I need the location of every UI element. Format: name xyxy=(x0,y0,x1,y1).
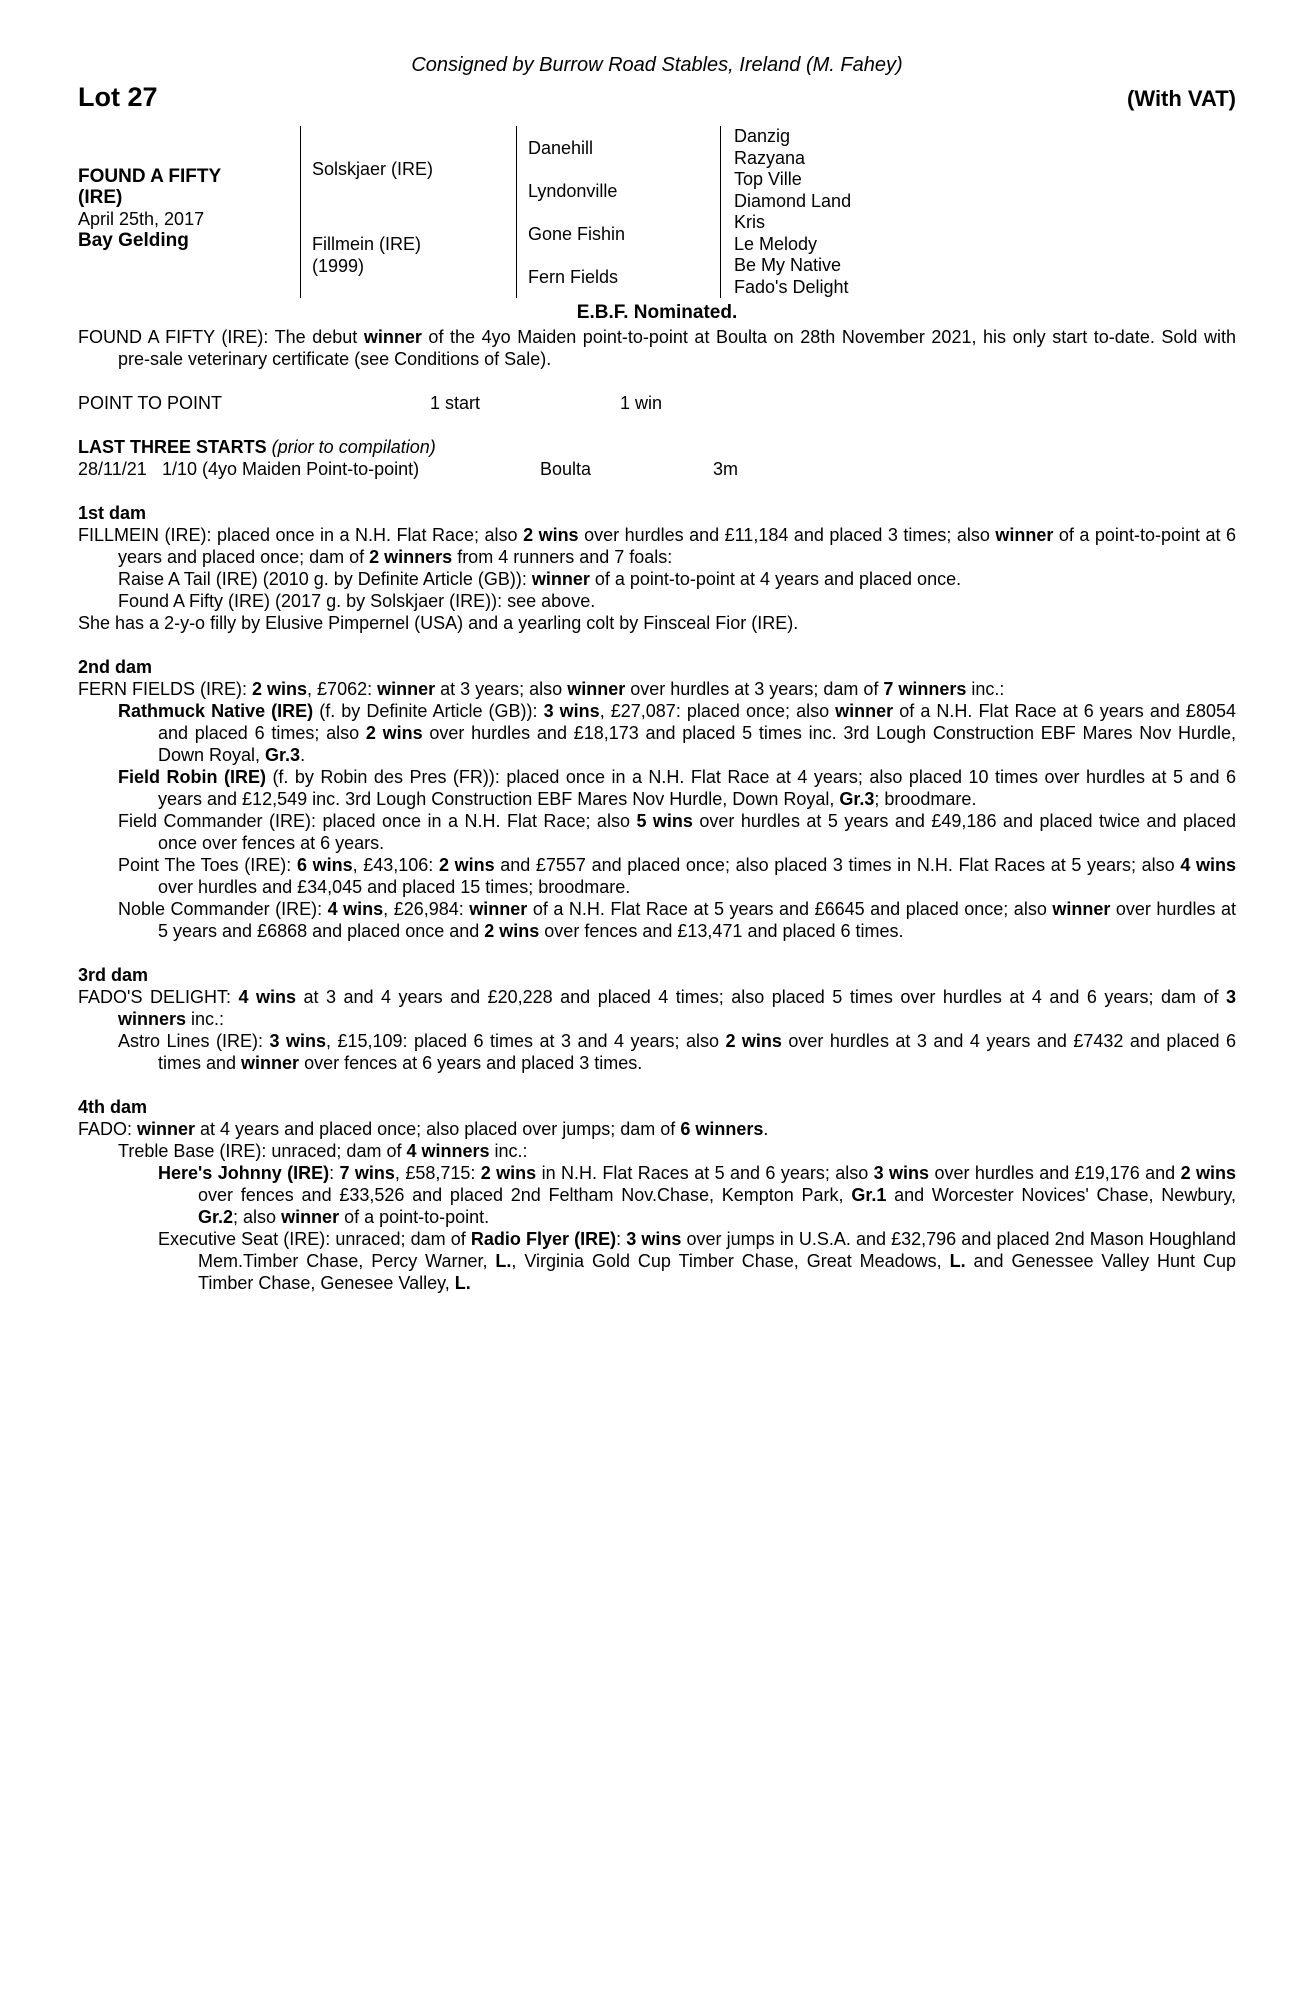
great-grandparent-name: Top Ville xyxy=(734,169,802,189)
plain-text: in N.H. Flat Races at 5 and 6 years; also xyxy=(536,1163,874,1183)
lot-header xyxy=(78,82,1236,112)
plain-text: Noble Commander (IRE): xyxy=(118,899,328,919)
emphasised-text: 2 wins xyxy=(438,855,495,875)
plain-text: (f. by Definite Article (GB)): xyxy=(313,701,544,721)
emphasised-text: 3 winners xyxy=(118,987,1236,1029)
plain-text: , £7062: xyxy=(307,679,378,699)
sex-colour: Bay Gelding xyxy=(78,230,189,251)
emphasised-text: 2 wins xyxy=(365,723,423,743)
plain-text: over hurdles and £18,173 and placed 5 times inc. 3rd Lough Construction EBF Mares Nov Hurdle, Down Royal, xyxy=(158,723,1236,765)
plain-text: , Virginia Gold Cup Timber Chase, Great Meadows, xyxy=(511,1251,950,1271)
dam-name xyxy=(301,212,516,298)
grandparents-column xyxy=(516,126,720,298)
emphasised-text: Field Robin (IRE) xyxy=(118,767,266,787)
horse-name-line1: FOUND A FIFTY xyxy=(78,166,222,187)
grandparent-name: Gone Fishin xyxy=(528,223,626,244)
emphasised-text: winner xyxy=(995,525,1054,545)
emphasised-text: 2 wins xyxy=(725,1031,782,1051)
intro-paragraph xyxy=(78,326,1236,370)
plain-text: over hurdles at 3 years; dam of xyxy=(625,679,884,699)
emphasised-text: 2 wins xyxy=(252,679,308,699)
lts-title-text: LAST THREE STARTS xyxy=(78,437,267,457)
emphasised-text: 4 wins xyxy=(1180,855,1236,875)
plain-text: over hurdles at 5 years and £49,186 and placed twice and placed once over fences at 6 years. xyxy=(158,811,1236,853)
horse-details-column xyxy=(78,126,300,298)
plain-text: Executive Seat (IRE): unraced; dam of xyxy=(158,1229,471,1249)
horse-name-line2: (IRE) xyxy=(78,187,123,208)
grandparent-name: Fern Fields xyxy=(528,266,619,287)
great-grandparents-column xyxy=(720,126,1236,298)
emphasised-text: Gr.1 xyxy=(851,1185,887,1205)
plain-text: of a point-to-point at 4 years and placed once. xyxy=(589,569,962,589)
plain-text: . xyxy=(763,1119,769,1139)
emphasised-text: 4 wins xyxy=(238,987,296,1007)
last-three-starts-title xyxy=(78,436,1236,458)
emphasised-text: L. xyxy=(949,1251,966,1271)
pedigree-paragraph xyxy=(118,898,1236,942)
plain-text: and £7557 and placed once; also placed 3 times in N.H. Flat Races at 5 years; also xyxy=(494,855,1181,875)
start-description: 1/10 (4yo Maiden Point-to-point) xyxy=(162,459,420,479)
grandparent-name: Lyndonville xyxy=(528,180,618,201)
plain-text: at 4 years and placed once; also placed over jumps; dam of xyxy=(195,1119,681,1139)
emphasised-text: winner xyxy=(363,327,422,347)
pedigree-paragraph xyxy=(118,1140,1236,1162)
emphasised-text: 2 wins xyxy=(523,525,579,545)
plain-text: over fences and £33,526 and placed 2nd Feltham Nov.Chase, Kempton Park, xyxy=(198,1185,852,1205)
plain-text: of a N.H. Flat Race at 5 years and £6645 and placed once; also xyxy=(527,899,1053,919)
emphasised-text: winner xyxy=(1052,899,1111,919)
sire-name-text: Solskjaer (IRE) xyxy=(312,159,434,179)
pedigree-paragraph xyxy=(158,1162,1236,1228)
plain-text: over hurdles at 5 years and £6868 and placed once and xyxy=(158,899,1236,941)
emphasised-text: 4 wins xyxy=(327,899,384,919)
emphasised-text: 3 wins xyxy=(543,701,600,721)
plain-text: FILLMEIN (IRE): placed once in a N.H. Flat Race; also xyxy=(78,525,524,545)
dam-sections xyxy=(78,502,1236,1294)
great-grandparent-name: Danzig xyxy=(734,126,791,146)
pedigree-paragraph xyxy=(78,678,1236,700)
plain-text: inc.: xyxy=(489,1141,528,1161)
start-distance: 3m xyxy=(713,459,739,479)
lts-title-note: (prior to compilation) xyxy=(266,437,436,457)
dam-heading: 4th dam xyxy=(78,1097,148,1117)
emphasised-text: 2 wins xyxy=(480,1163,537,1183)
plain-text: of a N.H. Flat Race at 6 years and £8054 and placed 6 times; also xyxy=(158,701,1236,743)
pedigree-paragraph xyxy=(78,612,1236,634)
plain-text: FOUND A FIFTY (IRE): The debut xyxy=(78,327,364,347)
emphasised-text: 3 wins xyxy=(873,1163,930,1183)
emphasised-text: 6 wins xyxy=(296,855,353,875)
plain-text: over jumps in U.S.A. and £32,796 and placed 2nd Mason Houghland Mem.Timber Chase, Percy Warner, xyxy=(198,1229,1236,1271)
vat-note: (With VAT) xyxy=(1127,86,1236,111)
emphasised-text: L. xyxy=(495,1251,512,1271)
point-to-point-record xyxy=(78,392,1236,414)
pedigree-table xyxy=(78,126,1236,298)
pedigree-paragraph xyxy=(158,1228,1236,1294)
emphasised-text: 7 wins xyxy=(339,1163,395,1183)
emphasised-text: winner xyxy=(567,679,626,699)
great-grandparent-name: Le Melody xyxy=(734,233,818,254)
ptp-starts: 1 start xyxy=(430,393,481,413)
emphasised-text: Radio Flyer (IRE) xyxy=(470,1229,617,1249)
plain-text: , £43,106: xyxy=(352,855,439,875)
plain-text: inc.: xyxy=(966,679,1005,699)
emphasised-text: Rathmuck Native (IRE) xyxy=(118,701,314,721)
plain-text: Treble Base (IRE): unraced; dam of xyxy=(118,1141,407,1161)
emphasised-text: 2 winners xyxy=(369,547,453,567)
pedigree-paragraph xyxy=(118,700,1236,766)
pedigree-paragraph xyxy=(78,1118,1236,1140)
emphasised-text: 6 winners xyxy=(680,1119,764,1139)
plain-text: , £27,087: placed once; also xyxy=(599,701,836,721)
plain-text: Point The Toes (IRE): xyxy=(118,855,297,875)
plain-text: from 4 runners and 7 foals: xyxy=(452,547,673,567)
plain-text: of a point-to-point. xyxy=(339,1207,490,1227)
emphasised-text: Gr.3 xyxy=(265,745,301,765)
ptp-label: POINT TO POINT xyxy=(78,393,223,413)
plain-text: , £15,109: placed 6 times at 3 and 4 years; also xyxy=(325,1031,726,1051)
emphasised-text: winner xyxy=(531,569,590,589)
plain-text: at 3 and 4 years and £20,228 and placed 4 times; also placed 5 times over hurdles at 4 and 6 years; dam of xyxy=(296,987,1226,1007)
plain-text: She has a 2-y-o filly by Elusive Pimpernel (USA) and a yearling colt by Finsceal Fior (IRE). xyxy=(78,613,799,633)
plain-text: : xyxy=(616,1229,627,1249)
pedigree-paragraph xyxy=(78,524,1236,568)
ebf-nominated-line: E.B.F. Nominated. xyxy=(576,302,738,323)
plain-text: FADO'S DELIGHT: xyxy=(78,987,239,1007)
plain-text: ; broodmare. xyxy=(874,789,977,809)
plain-text: , £26,984: xyxy=(383,899,470,919)
plain-text: over hurdles and £11,184 and placed 3 times; also xyxy=(578,525,996,545)
emphasised-text: winner xyxy=(241,1053,300,1073)
ptp-wins: 1 win xyxy=(620,393,663,413)
consignor-line: Consigned by Burrow Road Stables, Ireland (M. Fahey) xyxy=(411,54,903,76)
plain-text: of the 4yo Maiden point-to-point at Boulta on 28th November 2021, his only start to-date. Sold with pre-sale veterinary certificate (see Conditions of Sale). xyxy=(118,327,1237,369)
dam-name-text: Fillmein (IRE) xyxy=(312,234,422,254)
dam-heading: 3rd dam xyxy=(78,965,149,985)
dam-year-text: (1999) xyxy=(312,256,365,276)
foaling-date: April 25th, 2017 xyxy=(78,209,205,229)
plain-text: over fences at 6 years and placed 3 times. xyxy=(299,1053,643,1073)
plain-text: inc.: xyxy=(186,1009,225,1029)
emphasised-text: 7 winners xyxy=(883,679,967,699)
great-grandparent-name: Kris xyxy=(734,212,765,232)
emphasised-text: winner xyxy=(281,1207,340,1227)
great-grandparent-name: Fado's Delight xyxy=(734,276,849,297)
start-course: Boulta xyxy=(540,459,592,479)
pedigree-paragraph xyxy=(118,590,1236,612)
emphasised-text: 3 wins xyxy=(269,1031,326,1051)
great-grandparent-name: Razyana xyxy=(734,147,806,168)
emphasised-text: 2 wins xyxy=(1180,1163,1237,1183)
emphasised-text: winner xyxy=(137,1119,196,1139)
dam-heading: 1st dam xyxy=(78,503,147,523)
emphasised-text: Gr.3 xyxy=(839,789,875,809)
emphasised-text: 4 winners xyxy=(406,1141,490,1161)
emphasised-text: Here's Johnny (IRE) xyxy=(158,1163,330,1183)
plain-text: , £58,715: xyxy=(394,1163,481,1183)
start-row xyxy=(78,458,1236,480)
emphasised-text: 5 wins xyxy=(636,811,693,831)
great-grandparent-name: Diamond Land xyxy=(734,190,852,211)
sire-dam-column xyxy=(300,126,516,298)
great-grandparent-name: Be My Native xyxy=(734,255,842,275)
emphasised-text: 2 wins xyxy=(484,921,540,941)
emphasised-text: Gr.2 xyxy=(198,1207,234,1227)
plain-text: at 3 years; also xyxy=(435,679,568,699)
plain-text: (f. by Robin des Pres (FR)): placed once in a N.H. Flat Race at 4 years; also placed 10 times over hurdles at 5 and 6 years and £12,549 inc. 3rd Lough Construction EBF Mares Nov Hurdle, Down Royal, xyxy=(158,767,1236,809)
emphasised-text: winner xyxy=(377,679,436,699)
emphasised-text: winner xyxy=(835,701,894,721)
start-date: 28/11/21 xyxy=(78,459,147,479)
plain-text: over hurdles and £34,045 and placed 15 times; broodmare. xyxy=(158,877,631,897)
plain-text: Found A Fifty (IRE) (2017 g. by Solskjaer (IRE)): see above. xyxy=(118,591,596,611)
plain-text: over fences and £13,471 and placed 6 times. xyxy=(539,921,904,941)
sire-name xyxy=(301,126,516,212)
lot-number: Lot 27 xyxy=(78,82,158,112)
pedigree-paragraph xyxy=(118,810,1236,854)
pedigree-paragraph xyxy=(118,766,1236,810)
plain-text: ; also xyxy=(233,1207,282,1227)
pedigree-paragraph xyxy=(78,986,1236,1030)
plain-text: FERN FIELDS (IRE): xyxy=(78,679,253,699)
dam-heading: 2nd dam xyxy=(78,657,153,677)
plain-text: and Worcester Novices' Chase, Newbury, xyxy=(886,1185,1236,1205)
plain-text: of a point-to-point at 6 years and placed once; dam of xyxy=(118,525,1236,567)
plain-text: over hurdles at 3 and 4 years and £7432 and placed 6 times and xyxy=(158,1031,1236,1073)
emphasised-text: winner xyxy=(469,899,528,919)
plain-text: and Genessee Valley Hunt Cup Timber Chase, Genesee Valley, xyxy=(198,1251,1236,1293)
plain-text: over hurdles and £19,176 and xyxy=(929,1163,1181,1183)
pedigree-paragraph xyxy=(118,1030,1236,1074)
plain-text: : xyxy=(329,1163,340,1183)
plain-text: FADO: xyxy=(78,1119,138,1139)
emphasised-text: L. xyxy=(454,1273,471,1293)
pedigree-paragraph xyxy=(118,854,1236,898)
plain-text: Raise A Tail (IRE) (2010 g. by Definite Article (GB)): xyxy=(118,569,532,589)
plain-text: . xyxy=(300,745,306,765)
plain-text: Field Commander (IRE): placed once in a N.H. Flat Race; also xyxy=(118,811,637,831)
emphasised-text: 3 wins xyxy=(626,1229,682,1249)
pedigree-paragraph xyxy=(118,568,1236,590)
plain-text: Astro Lines (IRE): xyxy=(118,1031,270,1051)
grandparent-name: Danehill xyxy=(528,137,594,158)
